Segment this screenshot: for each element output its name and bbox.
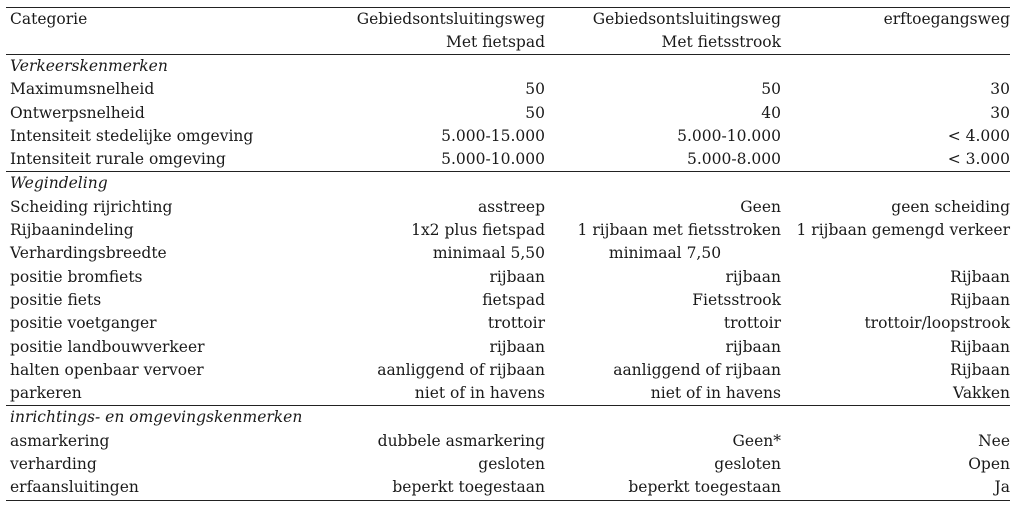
cell-col2: trottoir <box>723 314 781 333</box>
cell-col1: 50 <box>525 103 545 122</box>
cell-col3: Open <box>968 455 1010 474</box>
row-label: Maximumsnelheid <box>10 80 155 99</box>
cell-col1: 50 <box>525 80 545 99</box>
cell-col2: rijbaan <box>725 337 781 356</box>
cell-col3: Vakken <box>953 384 1010 403</box>
header-categorie: Categorie <box>10 10 88 28</box>
row-label: Intensiteit stedelijke omgeving <box>10 126 254 145</box>
cell-col2: aanliggend of rijbaan <box>613 360 781 379</box>
cell-col3: Ja <box>994 478 1010 497</box>
table-row <box>6 359 1010 382</box>
cell-col3: trottoir/loopstrook <box>864 314 1010 333</box>
cell-col3: Nee <box>978 431 1010 450</box>
table-row <box>6 102 1010 125</box>
row-label: halten openbaar vervoer <box>10 360 204 379</box>
row-label: Rijbaanindeling <box>10 221 134 240</box>
cell-col3: Rijbaan <box>950 267 1010 286</box>
cell-col3 <box>781 242 1010 265</box>
table-row <box>6 312 1010 335</box>
cell-col1: aanliggend of rijbaan <box>377 360 545 379</box>
row-label: positie voetganger <box>10 314 157 333</box>
table-row <box>6 289 1010 312</box>
table-row <box>6 382 1010 406</box>
table-row <box>6 266 1010 289</box>
cell-col1: niet of in havens <box>414 384 545 403</box>
row-label: Intensiteit rurale omgeving <box>10 150 226 169</box>
table-row <box>6 453 1010 476</box>
cell-col1: beperkt toegestaan <box>392 478 545 497</box>
section-title-row <box>6 406 1010 430</box>
cell-col2: Geen* <box>732 431 781 450</box>
cell-col1: 5.000-10.000 <box>441 150 545 169</box>
header-col1-line2: Met fietspad <box>446 33 545 51</box>
cell-col2: beperkt toegestaan <box>628 478 781 497</box>
cell-col1: trottoir <box>487 314 545 333</box>
header-col2-line1: Gebiedsontsluitingsweg <box>592 10 781 28</box>
header-col1-line1: Gebiedsontsluitingsweg <box>356 10 545 28</box>
cell-col2: rijbaan <box>725 267 781 286</box>
row-label: Verhardingsbreedte <box>10 244 167 263</box>
cell-col3: 30 <box>990 103 1010 122</box>
cell-col2: Geen <box>740 197 781 216</box>
row-label: erfaansluitingen <box>10 478 139 497</box>
cell-col2: 1 rijbaan met fietsstroken <box>577 221 781 240</box>
cell-col3: < 3.000 <box>947 150 1010 169</box>
road-category-table <box>6 7 1010 501</box>
cell-col3: < 4.000 <box>947 126 1010 145</box>
cell-col1: gesloten <box>478 455 545 474</box>
table-row <box>6 196 1010 219</box>
cell-col2: niet of in havens <box>650 384 781 403</box>
header-gebiedsontsluitingsweg-fietspad <box>308 8 545 55</box>
row-label: verharding <box>10 455 97 474</box>
table-row <box>6 430 1010 453</box>
cell-col3: Rijbaan <box>950 290 1010 309</box>
row-label: positie bromfiets <box>10 267 143 286</box>
cell-col2: 40 <box>761 103 781 122</box>
table-row <box>6 476 1010 500</box>
cell-col2: 50 <box>761 80 781 99</box>
row-label: Scheiding rijrichting <box>10 197 173 216</box>
row-label: positie landbouwverkeer <box>10 337 205 356</box>
header-gebiedsontsluitingsweg-fietsstrook <box>545 8 781 55</box>
table-row <box>6 125 1010 148</box>
section-title: inrichtings- en omgevingskenmerken <box>10 408 303 427</box>
row-label: parkeren <box>10 384 82 403</box>
cell-col1: rijbaan <box>489 267 545 286</box>
cell-col1: dubbele asmarkering <box>377 431 545 450</box>
table-row <box>6 242 1010 265</box>
table-row <box>6 148 1010 172</box>
cell-col1: rijbaan <box>489 337 545 356</box>
cell-col2: 5.000-10.000 <box>677 126 781 145</box>
section-title-row <box>6 172 1010 196</box>
cell-col2: 5.000-8.000 <box>687 150 781 169</box>
header-col2-line2: Met fietsstrook <box>661 33 781 51</box>
row-label: Ontwerpsnelheid <box>10 103 145 122</box>
section-title-row <box>6 55 1010 79</box>
cell-col3: Rijbaan <box>950 360 1010 379</box>
cell-col1: fietspad <box>482 290 545 309</box>
table-row <box>6 78 1010 101</box>
table-row <box>6 336 1010 359</box>
cell-col2: Fietsstrook <box>692 290 781 309</box>
cell-col1: 5.000-15.000 <box>441 126 545 145</box>
cell-col2: minimaal 7,50 <box>608 244 722 263</box>
row-label: positie fiets <box>10 290 102 309</box>
cell-col3: geen scheiding <box>891 197 1010 216</box>
table-header-row <box>6 8 1010 55</box>
row-label: asmarkering <box>10 431 110 450</box>
table-row <box>6 219 1010 242</box>
section-title: Wegindeling <box>10 174 108 193</box>
cell-col1: minimaal 5,50 <box>432 244 545 263</box>
section-title: Verkeerskenmerken <box>10 57 168 75</box>
cell-col3: 1 rijbaan gemengd verkeer <box>796 221 1010 240</box>
cell-col1: asstreep <box>477 197 545 216</box>
cell-col2: gesloten <box>714 455 781 474</box>
cell-col3: Rijbaan <box>950 337 1010 356</box>
cell-col1: 1x2 plus fietspad <box>411 221 545 240</box>
header-erftoegangsweg: erftoegangsweg <box>883 10 1010 28</box>
cell-col3: 30 <box>990 80 1010 99</box>
